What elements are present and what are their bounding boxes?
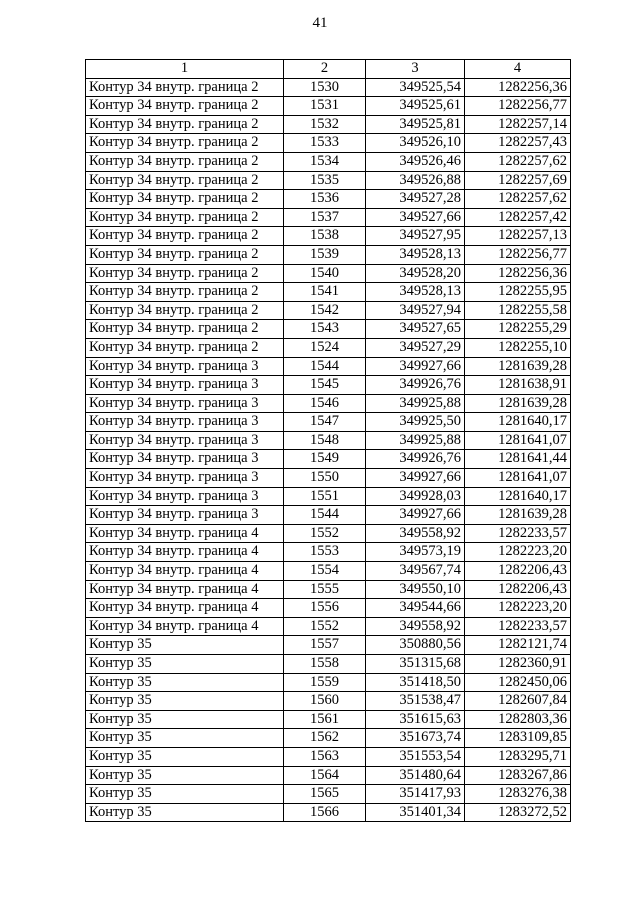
y-coordinate-cell: 1281640,17 — [465, 487, 571, 506]
y-coordinate-cell: 1282256,36 — [465, 264, 571, 283]
point-number-cell: 1536 — [284, 190, 366, 209]
point-number-cell: 1561 — [284, 710, 366, 729]
y-coordinate-cell: 1281641,07 — [465, 431, 571, 450]
x-coordinate-cell: 351673,74 — [366, 729, 465, 748]
table-row — [86, 543, 571, 562]
column-header-3: 3 — [366, 60, 465, 79]
table-row — [86, 190, 571, 209]
y-coordinate-cell: 1282257,69 — [465, 171, 571, 190]
contour-name-cell: Контур 34 внутр. граница 2 — [86, 227, 284, 246]
point-number-cell: 1534 — [284, 152, 366, 171]
contour-name-cell: Контур 34 внутр. граница 4 — [86, 562, 284, 581]
table-row — [86, 599, 571, 618]
y-coordinate-cell: 1282255,29 — [465, 320, 571, 339]
x-coordinate-cell: 349527,95 — [366, 227, 465, 246]
x-coordinate-cell: 350880,56 — [366, 636, 465, 655]
contour-name-cell: Контур 34 внутр. граница 2 — [86, 320, 284, 339]
y-coordinate-cell: 1282255,95 — [465, 283, 571, 302]
table-row — [86, 617, 571, 636]
table-row — [86, 97, 571, 116]
table-row — [86, 320, 571, 339]
contour-name-cell: Контур 35 — [86, 785, 284, 804]
x-coordinate-cell: 349558,92 — [366, 617, 465, 636]
y-coordinate-cell: 1283109,85 — [465, 729, 571, 748]
column-header-1: 1 — [86, 60, 284, 79]
x-coordinate-cell: 349928,03 — [366, 487, 465, 506]
point-number-cell: 1539 — [284, 245, 366, 264]
point-number-cell: 1558 — [284, 655, 366, 674]
x-coordinate-cell: 349926,76 — [366, 376, 465, 395]
point-number-cell: 1550 — [284, 469, 366, 488]
y-coordinate-cell: 1281639,28 — [465, 394, 571, 413]
point-number-cell: 1566 — [284, 803, 366, 822]
table-row — [86, 376, 571, 395]
contour-name-cell: Контур 34 внутр. граница 2 — [86, 134, 284, 153]
contour-name-cell: Контур 34 внутр. граница 3 — [86, 376, 284, 395]
point-number-cell: 1542 — [284, 301, 366, 320]
table-row — [86, 469, 571, 488]
point-number-cell: 1538 — [284, 227, 366, 246]
point-number-cell: 1552 — [284, 524, 366, 543]
contour-name-cell: Контур 34 внутр. граница 4 — [86, 599, 284, 618]
table-row — [86, 152, 571, 171]
x-coordinate-cell: 351401,34 — [366, 803, 465, 822]
table-row — [86, 208, 571, 227]
contour-name-cell: Контур 34 внутр. граница 4 — [86, 543, 284, 562]
table-row — [86, 394, 571, 413]
x-coordinate-cell: 349544,66 — [366, 599, 465, 618]
y-coordinate-cell: 1282803,36 — [465, 710, 571, 729]
table-row — [86, 487, 571, 506]
y-coordinate-cell: 1281640,17 — [465, 413, 571, 432]
point-number-cell: 1544 — [284, 357, 366, 376]
table-row — [86, 785, 571, 804]
table-row — [86, 524, 571, 543]
contour-name-cell: Контур 34 внутр. граница 2 — [86, 171, 284, 190]
contour-name-cell: Контур 34 внутр. граница 2 — [86, 338, 284, 357]
y-coordinate-cell: 1282233,57 — [465, 617, 571, 636]
x-coordinate-cell: 349925,88 — [366, 431, 465, 450]
y-coordinate-cell: 1283272,52 — [465, 803, 571, 822]
y-coordinate-cell: 1282255,10 — [465, 338, 571, 357]
table-row — [86, 264, 571, 283]
table-row — [86, 431, 571, 450]
point-number-cell: 1560 — [284, 692, 366, 711]
y-coordinate-cell: 1282206,43 — [465, 562, 571, 581]
y-coordinate-cell: 1282257,43 — [465, 134, 571, 153]
contour-name-cell: Контур 35 — [86, 673, 284, 692]
contour-name-cell: Контур 34 внутр. граница 2 — [86, 283, 284, 302]
point-number-cell: 1557 — [284, 636, 366, 655]
contour-name-cell: Контур 34 внутр. граница 3 — [86, 431, 284, 450]
x-coordinate-cell: 349525,54 — [366, 78, 465, 97]
column-header-2: 2 — [284, 60, 366, 79]
x-coordinate-cell: 351480,64 — [366, 766, 465, 785]
contour-name-cell: Контур 34 внутр. граница 2 — [86, 97, 284, 116]
y-coordinate-cell: 1282450,06 — [465, 673, 571, 692]
y-coordinate-cell: 1281638,91 — [465, 376, 571, 395]
table-row — [86, 506, 571, 525]
contour-name-cell: Контур 34 внутр. граница 2 — [86, 152, 284, 171]
point-number-cell: 1549 — [284, 450, 366, 469]
y-coordinate-cell: 1282256,36 — [465, 78, 571, 97]
x-coordinate-cell: 349558,92 — [366, 524, 465, 543]
contour-name-cell: Контур 34 внутр. граница 3 — [86, 506, 284, 525]
point-number-cell: 1556 — [284, 599, 366, 618]
table-row — [86, 134, 571, 153]
y-coordinate-cell: 1282255,58 — [465, 301, 571, 320]
x-coordinate-cell: 351615,63 — [366, 710, 465, 729]
x-coordinate-cell: 349526,88 — [366, 171, 465, 190]
table-row — [86, 450, 571, 469]
table-row — [86, 171, 571, 190]
point-number-cell: 1541 — [284, 283, 366, 302]
point-number-cell: 1543 — [284, 320, 366, 339]
x-coordinate-cell: 349528,20 — [366, 264, 465, 283]
x-coordinate-cell: 349525,81 — [366, 115, 465, 134]
point-number-cell: 1545 — [284, 376, 366, 395]
column-header-4: 4 — [465, 60, 571, 79]
y-coordinate-cell: 1282360,91 — [465, 655, 571, 674]
point-number-cell: 1524 — [284, 338, 366, 357]
point-number-cell: 1562 — [284, 729, 366, 748]
y-coordinate-cell: 1282223,20 — [465, 599, 571, 618]
point-number-cell: 1532 — [284, 115, 366, 134]
point-number-cell: 1563 — [284, 747, 366, 766]
y-coordinate-cell: 1281639,28 — [465, 357, 571, 376]
contour-name-cell: Контур 34 внутр. граница 2 — [86, 190, 284, 209]
contour-name-cell: Контур 34 внутр. граница 3 — [86, 357, 284, 376]
contour-name-cell: Контур 34 внутр. граница 3 — [86, 469, 284, 488]
point-number-cell: 1535 — [284, 171, 366, 190]
table-header-row — [86, 60, 571, 79]
contour-name-cell: Контур 34 внутр. граница 3 — [86, 394, 284, 413]
contour-name-cell: Контур 34 внутр. граница 3 — [86, 413, 284, 432]
contour-name-cell: Контур 34 внутр. граница 2 — [86, 264, 284, 283]
point-number-cell: 1537 — [284, 208, 366, 227]
table-row — [86, 673, 571, 692]
y-coordinate-cell: 1283267,86 — [465, 766, 571, 785]
point-number-cell: 1564 — [284, 766, 366, 785]
table-row — [86, 245, 571, 264]
contour-name-cell: Контур 35 — [86, 729, 284, 748]
table-row — [86, 729, 571, 748]
x-coordinate-cell: 349526,46 — [366, 152, 465, 171]
table-row — [86, 747, 571, 766]
point-number-cell: 1551 — [284, 487, 366, 506]
table-row — [86, 227, 571, 246]
table-row — [86, 580, 571, 599]
y-coordinate-cell: 1282257,14 — [465, 115, 571, 134]
x-coordinate-cell: 349573,19 — [366, 543, 465, 562]
contour-name-cell: Контур 34 внутр. граница 2 — [86, 301, 284, 320]
contour-name-cell: Контур 34 внутр. граница 2 — [86, 208, 284, 227]
x-coordinate-cell: 349927,66 — [366, 469, 465, 488]
table-row — [86, 766, 571, 785]
table-row — [86, 692, 571, 711]
contour-name-cell: Контур 34 внутр. граница 3 — [86, 450, 284, 469]
contour-name-cell: Контур 34 внутр. граница 4 — [86, 580, 284, 599]
table-row — [86, 301, 571, 320]
y-coordinate-cell: 1282257,62 — [465, 190, 571, 209]
point-number-cell: 1540 — [284, 264, 366, 283]
table-row — [86, 562, 571, 581]
x-coordinate-cell: 349527,66 — [366, 208, 465, 227]
point-number-cell: 1547 — [284, 413, 366, 432]
table-row — [86, 413, 571, 432]
table-row — [86, 710, 571, 729]
x-coordinate-cell: 349527,94 — [366, 301, 465, 320]
contour-name-cell: Контур 35 — [86, 747, 284, 766]
contour-name-cell: Контур 35 — [86, 692, 284, 711]
y-coordinate-cell: 1281641,44 — [465, 450, 571, 469]
x-coordinate-cell: 351315,68 — [366, 655, 465, 674]
y-coordinate-cell: 1282223,20 — [465, 543, 571, 562]
y-coordinate-cell: 1282257,13 — [465, 227, 571, 246]
point-number-cell: 1565 — [284, 785, 366, 804]
contour-name-cell: Контур 35 — [86, 710, 284, 729]
point-number-cell: 1552 — [284, 617, 366, 636]
contour-name-cell: Контур 34 внутр. граница 3 — [86, 487, 284, 506]
x-coordinate-cell: 351553,54 — [366, 747, 465, 766]
y-coordinate-cell: 1282233,57 — [465, 524, 571, 543]
point-number-cell: 1530 — [284, 78, 366, 97]
point-number-cell: 1533 — [284, 134, 366, 153]
y-coordinate-cell: 1283276,38 — [465, 785, 571, 804]
x-coordinate-cell: 351418,50 — [366, 673, 465, 692]
y-coordinate-cell: 1282121,74 — [465, 636, 571, 655]
contour-name-cell: Контур 35 — [86, 803, 284, 822]
table-row — [86, 338, 571, 357]
table-row — [86, 283, 571, 302]
x-coordinate-cell: 351417,93 — [366, 785, 465, 804]
table-row — [86, 357, 571, 376]
contour-name-cell: Контур 34 внутр. граница 4 — [86, 617, 284, 636]
y-coordinate-cell: 1281639,28 — [465, 506, 571, 525]
point-number-cell: 1553 — [284, 543, 366, 562]
x-coordinate-cell: 349527,65 — [366, 320, 465, 339]
x-coordinate-cell: 351538,47 — [366, 692, 465, 711]
contour-name-cell: Контур 35 — [86, 766, 284, 785]
table-row — [86, 636, 571, 655]
x-coordinate-cell: 349927,66 — [366, 506, 465, 525]
x-coordinate-cell: 349527,28 — [366, 190, 465, 209]
x-coordinate-cell: 349527,29 — [366, 338, 465, 357]
x-coordinate-cell: 349550,10 — [366, 580, 465, 599]
contour-name-cell: Контур 34 внутр. граница 2 — [86, 115, 284, 134]
y-coordinate-cell: 1282257,42 — [465, 208, 571, 227]
x-coordinate-cell: 349927,66 — [366, 357, 465, 376]
contour-name-cell: Контур 34 внутр. граница 4 — [86, 524, 284, 543]
x-coordinate-cell: 349926,76 — [366, 450, 465, 469]
contour-name-cell: Контур 35 — [86, 655, 284, 674]
y-coordinate-cell: 1282257,62 — [465, 152, 571, 171]
table-row — [86, 78, 571, 97]
point-number-cell: 1546 — [284, 394, 366, 413]
x-coordinate-cell: 349528,13 — [366, 245, 465, 264]
y-coordinate-cell: 1282607,84 — [465, 692, 571, 711]
x-coordinate-cell: 349525,61 — [366, 97, 465, 116]
table-row — [86, 803, 571, 822]
point-number-cell: 1548 — [284, 431, 366, 450]
table-row — [86, 115, 571, 134]
y-coordinate-cell: 1283295,71 — [465, 747, 571, 766]
page-number: 41 — [312, 15, 328, 31]
point-number-cell: 1554 — [284, 562, 366, 581]
x-coordinate-cell: 349925,88 — [366, 394, 465, 413]
coordinates-table — [85, 59, 571, 822]
point-number-cell: 1544 — [284, 506, 366, 525]
x-coordinate-cell: 349526,10 — [366, 134, 465, 153]
y-coordinate-cell: 1282256,77 — [465, 97, 571, 116]
x-coordinate-cell: 349528,13 — [366, 283, 465, 302]
table-body — [86, 78, 571, 822]
table-row — [86, 655, 571, 674]
y-coordinate-cell: 1282206,43 — [465, 580, 571, 599]
x-coordinate-cell: 349567,74 — [366, 562, 465, 581]
contour-name-cell: Контур 35 — [86, 636, 284, 655]
x-coordinate-cell: 349925,50 — [366, 413, 465, 432]
contour-name-cell: Контур 34 внутр. граница 2 — [86, 78, 284, 97]
point-number-cell: 1559 — [284, 673, 366, 692]
contour-name-cell: Контур 34 внутр. граница 2 — [86, 245, 284, 264]
point-number-cell: 1531 — [284, 97, 366, 116]
y-coordinate-cell: 1281641,07 — [465, 469, 571, 488]
y-coordinate-cell: 1282256,77 — [465, 245, 571, 264]
point-number-cell: 1555 — [284, 580, 366, 599]
